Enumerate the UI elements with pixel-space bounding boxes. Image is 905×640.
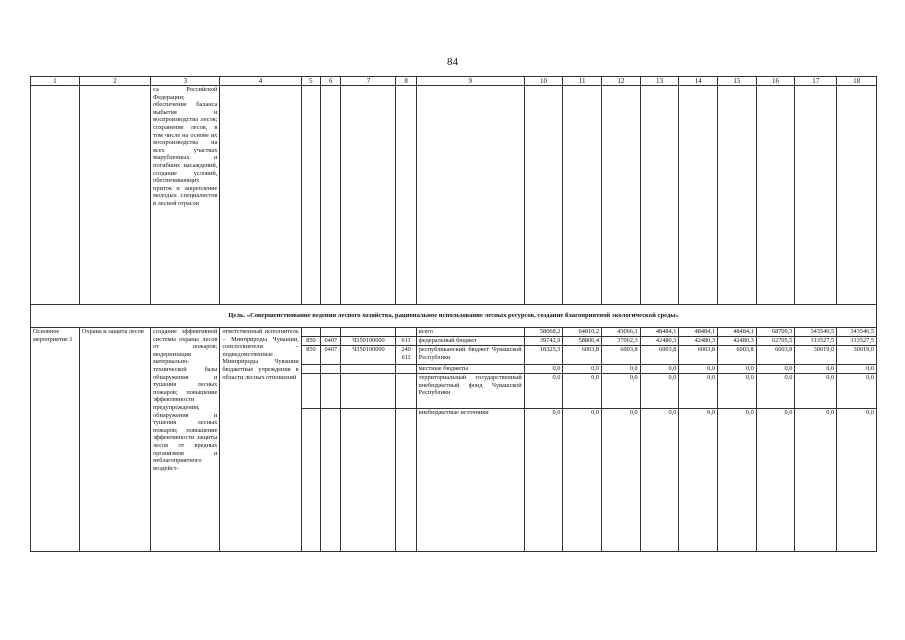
column-number: 5 (301, 77, 320, 86)
funding-value: 64810,2 (563, 328, 602, 337)
funding-source: внебюджетные источники (416, 409, 524, 552)
funding-value: 0,0 (524, 374, 563, 409)
funding-value: 0,0 (563, 374, 602, 409)
funding-value: 313527,5 (837, 337, 877, 346)
continuation-text: са Российской Федерации; обеспечение баланса выбытия и воспроизводства лесов; сохранение лесов, в том числе на основе их воспроизводства на всех участках вырубленных и погибших насаждений, создание условий, обеспечивающих приток и закрепление молодых специалистов в лесной отрасли (151, 86, 220, 305)
funding-value: 6003,8 (756, 346, 795, 365)
funding-value: 0,0 (795, 374, 837, 409)
page-number: 84 (447, 56, 458, 68)
funding-value: 6003,8 (718, 346, 757, 365)
funding-source: всего (416, 328, 524, 337)
target-code (341, 374, 396, 409)
funding-value: 0,0 (718, 409, 757, 552)
funding-value: 0,0 (837, 365, 877, 374)
funding-value: 0,0 (640, 374, 679, 409)
expense-code: 611 (396, 337, 416, 346)
funding-value: 62705,5 (756, 337, 795, 346)
column-number: 3 (151, 77, 220, 86)
funding-value: 6003,8 (602, 346, 641, 365)
goal-row (31, 305, 877, 328)
funding-value: 0,0 (756, 374, 795, 409)
column-number: 18 (837, 77, 877, 86)
funding-value: 0,0 (679, 374, 718, 409)
funding-value: 6003,8 (640, 346, 679, 365)
section-code (321, 365, 341, 374)
measure-executor: ответственный исполнитель – Минприроды Чувашии, соисполнители – подведомственные Минприроды Чувашии бюджетные учреждения в области лесных отношений (220, 328, 301, 552)
expense-code (396, 328, 416, 337)
funding-value: 18325,3 (524, 346, 563, 365)
target-code: Ч350100000 (341, 346, 396, 365)
measure-description: создание эффективной системы охраны лесов от пожаров; модернизация материально-технической базы обнаружения и тушения лесных пожаров; повышение эффективности предупреждения, обнаружения и тушения лесных пожаров; повышение эффективности защиты лесов от вредных организмов и неблагоприятного воздейст- (151, 328, 220, 552)
target-code: Ч350100000 (341, 337, 396, 346)
funding-value: 0,0 (756, 409, 795, 552)
column-number: 8 (396, 77, 416, 86)
column-number: 17 (795, 77, 837, 86)
program-table (30, 76, 877, 552)
admin-code (301, 365, 320, 374)
column-number: 15 (718, 77, 757, 86)
funding-source: территориальный государственный внебюджетный фонд Чувашской Республики (416, 374, 524, 409)
expense-code (396, 374, 416, 409)
funding-value: 0,0 (718, 365, 757, 374)
column-number: 2 (79, 77, 150, 86)
funding-value: 42480,3 (640, 337, 679, 346)
target-code (341, 409, 396, 552)
admin-code: 850 (301, 337, 320, 346)
funding-value: 43066,1 (602, 328, 641, 337)
funding-value: 0,0 (795, 409, 837, 552)
column-number: 10 (524, 77, 563, 86)
funding-value: 0,0 (524, 409, 563, 552)
funding-value: 0,0 (602, 409, 641, 552)
measure-title: Охрана и защита лесов (79, 328, 150, 552)
funding-value: 0,0 (718, 374, 757, 409)
admin-code: 850 (301, 346, 320, 365)
section-code: 0407 (321, 337, 341, 346)
funding-value: 58068,2 (524, 328, 563, 337)
funding-value: 6003,8 (563, 346, 602, 365)
column-number: 4 (220, 77, 301, 86)
admin-code (301, 409, 320, 552)
funding-source: республиканский бюджет Чувашской Республики (416, 346, 524, 365)
funding-value: 48484,1 (718, 328, 757, 337)
column-number: 12 (602, 77, 641, 86)
funding-value: 0,0 (602, 365, 641, 374)
funding-value: 6003,8 (679, 346, 718, 365)
funding-value: 30019,0 (795, 346, 837, 365)
column-number: 13 (640, 77, 679, 86)
funding-value: 42480,3 (679, 337, 718, 346)
funding-value: 48484,1 (640, 328, 679, 337)
column-number: 7 (341, 77, 396, 86)
column-number: 16 (756, 77, 795, 86)
column-number: 14 (679, 77, 718, 86)
funding-value: 0,0 (679, 409, 718, 552)
continuation-row (31, 86, 877, 305)
goal-text: Цель. «Совершенствование ведения лесного хозяйства, рациональное использование лесных ресурсов, создание благоприятной экологической среды» (31, 305, 877, 328)
funding-value: 39742,9 (524, 337, 563, 346)
funding-value: 0,0 (756, 365, 795, 374)
funding-value: 0,0 (602, 374, 641, 409)
column-number: 9 (416, 77, 524, 86)
column-number: 6 (321, 77, 341, 86)
funding-value: 0,0 (563, 409, 602, 552)
funding-value: 58806,4 (563, 337, 602, 346)
admin-code (301, 328, 320, 337)
funding-value: 0,0 (795, 365, 837, 374)
expense-code: 240 611 (396, 346, 416, 365)
funding-value: 0,0 (640, 409, 679, 552)
funding-value: 0,0 (679, 365, 718, 374)
measure-name: Основное мероприятие 1 (31, 328, 80, 552)
funding-value: 343546,5 (795, 328, 837, 337)
funding-value: 37062,3 (602, 337, 641, 346)
admin-code (301, 374, 320, 409)
funding-value: 0,0 (837, 409, 877, 552)
section-code (321, 328, 341, 337)
funding-value: 68709,3 (756, 328, 795, 337)
section-code (321, 409, 341, 552)
expense-code (396, 409, 416, 552)
funding-row (31, 328, 877, 337)
funding-value: 42480,3 (718, 337, 757, 346)
funding-source: местные бюджеты (416, 365, 524, 374)
funding-value: 30019,0 (837, 346, 877, 365)
header-row (31, 77, 877, 86)
target-code (341, 365, 396, 374)
funding-value: 313527,5 (795, 337, 837, 346)
funding-value: 48484,1 (679, 328, 718, 337)
section-code: 0407 (321, 346, 341, 365)
funding-value: 0,0 (563, 365, 602, 374)
column-number: 11 (563, 77, 602, 86)
section-code (321, 374, 341, 409)
expense-code (396, 365, 416, 374)
column-number: 1 (31, 77, 80, 86)
funding-value: 0,0 (640, 365, 679, 374)
funding-value: 343546,5 (837, 328, 877, 337)
funding-value: 0,0 (524, 365, 563, 374)
target-code (341, 328, 396, 337)
funding-value: 0,0 (837, 374, 877, 409)
funding-source: федеральный бюджет (416, 337, 524, 346)
